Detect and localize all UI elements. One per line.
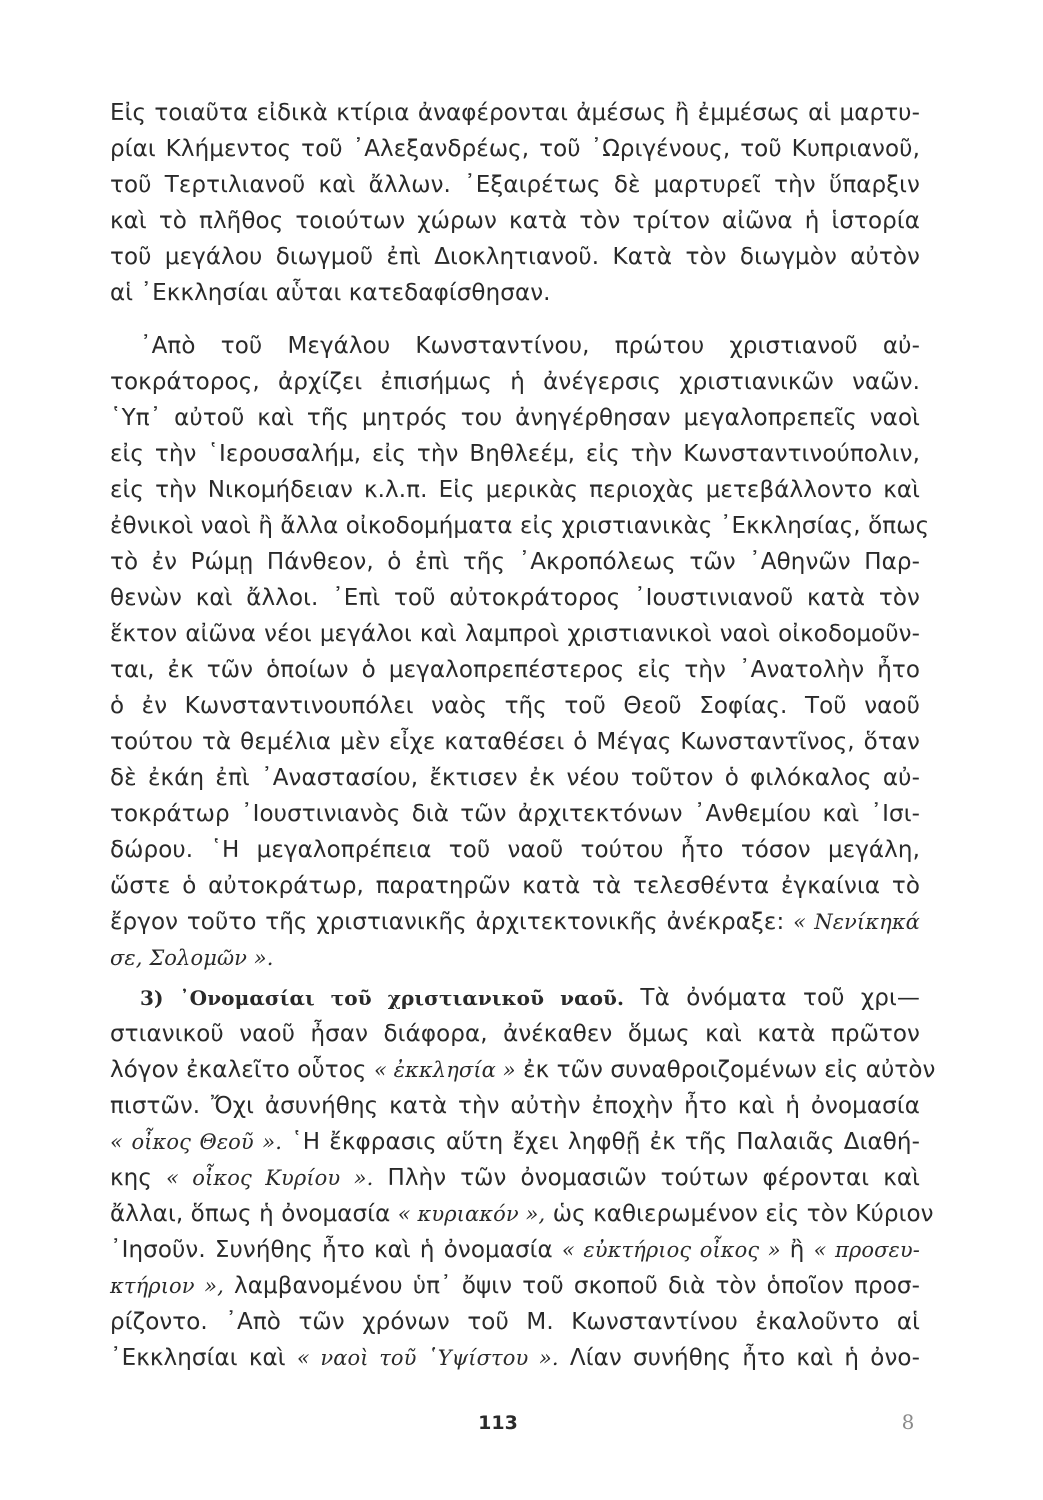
text-line: τοκράτορος, ἀρχίζει ἐπισήμως ἡ ἀνέγερσις χριστιανικῶν ναῶν.	[110, 369, 920, 395]
quote-italic: « οἶκος Θεοῦ ».	[110, 1130, 283, 1154]
text-line	[110, 1268, 920, 1304]
section-heading: 3) ᾿Ονομασίαι τοῦ χριστιανικοῦ ναοῦ.	[140, 986, 625, 1010]
text-line: ὥστε ὁ αὐτοκράτωρ, παρατηρῶν κατὰ τὰ τελεσθέντα ἐγκαίνια τὸ	[110, 873, 920, 899]
text-line: στιανικοῦ ναοῦ ἦσαν διάφορα, ἀνέκαθεν ὅμως καὶ κατὰ πρῶτον	[110, 1021, 920, 1047]
text-line: ᾿Απὸ τοῦ Μεγάλου Κωνσταντίνου, πρώτου χριστιανοῦ αὐ-	[140, 333, 920, 359]
text-line	[110, 980, 920, 1016]
text-line: τὸ ἐν Ρώμῃ Πάνθεον, ὁ ἐπὶ τῆς ᾿Ακροπόλεως τῶν ᾿Αθηνῶν Παρ-	[110, 549, 920, 575]
quote-italic: « ἐκκλησία »	[373, 1058, 516, 1082]
text-line: δώρου. ῾Η μεγαλοπρέπεια τοῦ ναοῦ τούτου ἦτο τόσον μεγάλη,	[110, 837, 920, 863]
text-span: Λίαν συνήθης ἦτο καὶ ἡ ὀνο-	[569, 1345, 920, 1371]
quote-italic: « κυριακόν »,	[397, 1202, 546, 1226]
text-span: Πλὴν τῶν ὀνομασιῶν τούτων φέρονται καὶ	[387, 1165, 920, 1191]
text-line: καὶ τὸ πλῆθος τοιούτων χώρων κατὰ τὸν τρίτον αἰῶνα ἡ ἱστορία	[110, 208, 920, 234]
text-line: θενὼν καὶ ἄλλοι. ᾿Επὶ τοῦ αὐτοκράτορος ᾿Ιουστινιανοῦ κατὰ τὸν	[110, 585, 920, 611]
text-line: εἰς τὴν ῾Ιερουσαλήμ, εἰς τὴν Βηθλεέμ, εἰς τὴν Κωνσταντινούπολιν,	[110, 441, 920, 467]
text-line: τοῦ μεγάλου διωγμοῦ ἐπὶ Διοκλητιανοῦ. Κατὰ τὸν διωγμὸν αὐτὸν	[110, 244, 920, 270]
printer-signature-mark: 8	[901, 1410, 915, 1434]
text-span: ἢ	[789, 1237, 805, 1263]
text-span: ἐκ τῶν συναθροιζομένων εἰς αὐτὸν	[523, 1057, 936, 1083]
text-span: ᾿Εκκλησίαι καὶ	[110, 1345, 286, 1371]
quote-italic: « προσευ-	[813, 1238, 920, 1262]
text-line: ρίαι Κλήμεντος τοῦ ᾿Αλεξανδρέως, τοῦ ᾿Ωριγένους, τοῦ Κυπριανοῦ,	[110, 136, 920, 162]
quote-italic: κτήριον »,	[110, 1274, 224, 1298]
text-line: εἰς τὴν Νικομήδειαν κ.λ.π. Εἰς μερικὰς περιοχὰς μετεβάλλοντο καὶ	[110, 477, 920, 503]
text-line	[110, 1196, 934, 1232]
text-span: λαμβανομένου ὑπ᾿ ὄψιν τοῦ σκοποῦ διὰ τὸν ὁποῖον προσ-	[234, 1273, 920, 1299]
quote-italic: « ναοὶ τοῦ ῾Υψίστου ».	[296, 1346, 559, 1370]
text-line	[110, 1160, 920, 1196]
text-line	[110, 1340, 920, 1376]
paragraph-2	[110, 328, 930, 976]
text-line: ὁ ἐν Κωνσταντινουπόλει ναὸς τῆς τοῦ Θεοῦ Σοφίας. Τοῦ ναοῦ	[110, 693, 920, 719]
text-line: δὲ ἐκάη ἐπὶ ᾿Αναστασίου, ἔκτισεν ἐκ νέου τοῦτον ὁ φιλόκαλος αὐ-	[110, 765, 920, 791]
text-line	[110, 1052, 936, 1088]
text-line: τοκράτωρ ᾿Ιουστινιανὸς διὰ τῶν ἀρχιτεκτόνων ᾿Ανθεμίου καὶ ᾿Ισι-	[110, 801, 920, 827]
quote-italic: « Νενίκηκά	[793, 910, 920, 934]
section-3	[110, 980, 936, 1376]
text-line: αἱ ᾿Εκκλησίαι αὗται κατεδαφίσθησαν.	[110, 280, 551, 306]
text-span: ἄλλαι, ὅπως ἡ ὀνομασία	[110, 1201, 391, 1227]
text-line: ται, ἐκ τῶν ὁποίων ὁ μεγαλοπρεπέστερος εἰς τὴν ᾿Ανατολὴν ἦτο	[110, 657, 920, 683]
text-span: ᾿Ιησοῦν. Συνήθης ἦτο καὶ ἡ ὀνομασία	[110, 1237, 553, 1263]
text-line: ῾Υπ᾿ αὐτοῦ καὶ τῆς μητρός του ἀνηγέρθησαν μεγαλοπρεπεῖς ναοὶ	[110, 405, 920, 431]
text-line: ἕκτον αἰῶνα νέοι μεγάλοι καὶ λαμπροὶ χριστιανικοὶ ναοὶ οἰκοδομοῦν-	[110, 621, 920, 647]
quote-italic: σε, Σολομῶν ».	[110, 946, 274, 970]
text-line	[110, 940, 920, 976]
page-number: 113	[478, 1412, 518, 1434]
text-span: ἔργον τοῦτο τῆς χριστιανικῆς ἀρχιτεκτονικῆς ἀνέκραξε:	[110, 909, 785, 935]
text-span: ὡς καθιερωμένον εἰς τὸν Κύριον	[552, 1201, 934, 1227]
text-line: τούτου τὰ θεμέλια μὲν εἶχε καταθέσει ὁ Μέγας Κωνσταντῖνος, ὅταν	[110, 729, 920, 755]
text-line: Εἰς τοιαῦτα εἰδικὰ κτίρια ἀναφέρονται ἀμέσως ἢ ἐμμέσως αἱ μαρτυ-	[110, 100, 920, 126]
text-span: λόγον ἐκαλεῖτο οὗτος	[110, 1057, 367, 1083]
quote-italic: « εὐκτήριος οἶκος »	[561, 1238, 781, 1262]
text-span: Τὰ ὀνόματα τοῦ χρι—	[640, 985, 920, 1011]
text-span: ῾Η ἔκφρασις αὕτη ἔχει ληφθῇ ἐκ τῆς Παλαιᾶς Διαθή-	[291, 1129, 920, 1155]
text-line: τοῦ Τερτιλιανοῦ καὶ ἄλλων. ᾿Εξαιρέτως δὲ μαρτυρεῖ τὴν ὕπαρξιν	[110, 172, 920, 198]
text-line	[110, 904, 920, 940]
text-line: πιστῶν. Ὄχι ἀσυνήθης κατὰ τὴν αὐτὴν ἐποχὴν ἦτο καὶ ἡ ὀνομασία	[110, 1093, 920, 1119]
quote-italic: « οἶκος Κυρίου ».	[165, 1166, 374, 1190]
text-line	[110, 1232, 920, 1268]
text-line: ρίζοντο. ᾿Απὸ τῶν χρόνων τοῦ Μ. Κωνσταντίνου ἐκαλοῦντο αἱ	[110, 1309, 920, 1335]
text-line	[110, 1124, 920, 1160]
text-line: ἐθνικοὶ ναοὶ ἢ ἄλλα οἰκοδομήματα εἰς χριστιανικὰς ᾿Εκκλησίας, ὅπως	[110, 513, 930, 539]
paragraph-1	[110, 95, 920, 311]
text-span: κης	[110, 1165, 152, 1191]
